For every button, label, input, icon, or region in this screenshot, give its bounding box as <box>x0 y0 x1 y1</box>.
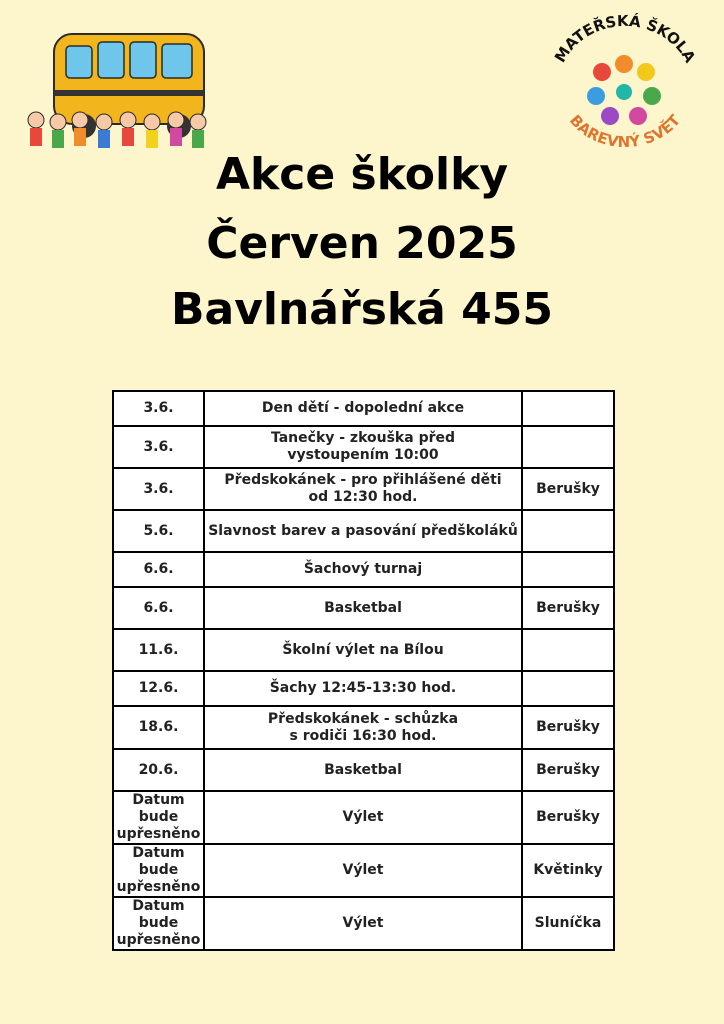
event-group <box>522 510 614 552</box>
event-name: Výlet <box>204 897 522 950</box>
event-group: Berušky <box>522 791 614 844</box>
event-date: 11.6. <box>113 629 204 671</box>
table-row <box>113 706 614 749</box>
event-group: Berušky <box>522 468 614 510</box>
svg-text:BAREVNÝ SVĚT <box>566 111 684 150</box>
event-date-line1: Datum bude <box>132 898 185 931</box>
event-date: 5.6. <box>113 510 204 552</box>
logo-top-text: MATEŘSKÁ ŠKOLA <box>551 11 700 66</box>
event-group <box>522 629 614 671</box>
event-name-line1: Předskokánek - schůzka <box>267 710 459 727</box>
school-bus-illustration <box>14 20 214 160</box>
table-row <box>113 749 614 791</box>
event-date-line2: upřesněno <box>116 879 201 895</box>
table-row <box>113 552 614 587</box>
event-date: 3.6. <box>113 391 204 426</box>
logo-bottom-text: BAREVNÝ SVĚT <box>566 111 684 150</box>
event-name: Šachový turnaj <box>204 552 522 587</box>
event-name-line1: Tanečky - zkouška před <box>270 430 456 446</box>
event-date: 20.6. <box>113 749 204 791</box>
event-group <box>522 391 614 426</box>
event-name: Basketbal <box>204 587 522 629</box>
event-group <box>522 671 614 706</box>
event-date <box>113 844 204 897</box>
page-title-line2: Červen 2025 <box>206 218 518 269</box>
event-name <box>204 706 522 749</box>
event-name <box>204 468 522 510</box>
school-logo <box>540 10 710 150</box>
event-date: 18.6. <box>113 706 204 749</box>
event-group: Berušky <box>522 749 614 791</box>
event-name-line2: od 12:30 hod. <box>308 489 418 505</box>
event-name <box>204 426 522 468</box>
event-name-line2: vystoupením 10:00 <box>287 447 439 463</box>
event-group: Květinky <box>522 844 614 897</box>
event-date-line2: upřesněno <box>116 932 201 948</box>
event-name: Výlet <box>204 844 522 897</box>
event-date-line2: upřesněno <box>116 826 201 842</box>
event-date: 6.6. <box>113 587 204 629</box>
event-name: Den dětí - dopolední akce <box>204 391 522 426</box>
event-date <box>113 897 204 950</box>
event-date: 6.6. <box>113 552 204 587</box>
table-row <box>113 468 614 510</box>
table-row <box>113 629 614 671</box>
event-group: Berušky <box>522 706 614 749</box>
event-name-line1: Předskokánek - pro přihlášené děti <box>224 472 502 488</box>
table-row <box>113 510 614 552</box>
event-name: Basketbal <box>204 749 522 791</box>
table-row <box>113 897 614 950</box>
table-row <box>113 791 614 844</box>
event-date: 3.6. <box>113 468 204 510</box>
event-date-line1: Datum bude <box>132 845 185 878</box>
page-title-line3: Bavlnářská 455 <box>170 284 553 335</box>
event-name: Školní výlet na Bílou <box>204 629 522 671</box>
event-group <box>522 426 614 468</box>
event-name: Šachy 12:45-13:30 hod. <box>204 671 522 706</box>
table-row <box>113 391 614 426</box>
events-table <box>112 390 615 951</box>
table-row <box>113 671 614 706</box>
page-title-line1: Akce školky <box>215 149 509 200</box>
table-row <box>113 426 614 468</box>
event-name-highlighted: Slavnost barev a pasování předškoláků <box>204 510 522 552</box>
event-group: Berušky <box>522 587 614 629</box>
event-date: 12.6. <box>113 671 204 706</box>
event-date-line1: Datum bude <box>132 792 185 825</box>
table-row <box>113 844 614 897</box>
event-name: Výlet <box>204 791 522 844</box>
table-row <box>113 587 614 629</box>
event-date <box>113 791 204 844</box>
event-group: Sluníčka <box>522 897 614 950</box>
event-group <box>522 552 614 587</box>
event-name-line2: s rodiči 16:30 hod. <box>289 727 437 744</box>
event-date: 3.6. <box>113 426 204 468</box>
